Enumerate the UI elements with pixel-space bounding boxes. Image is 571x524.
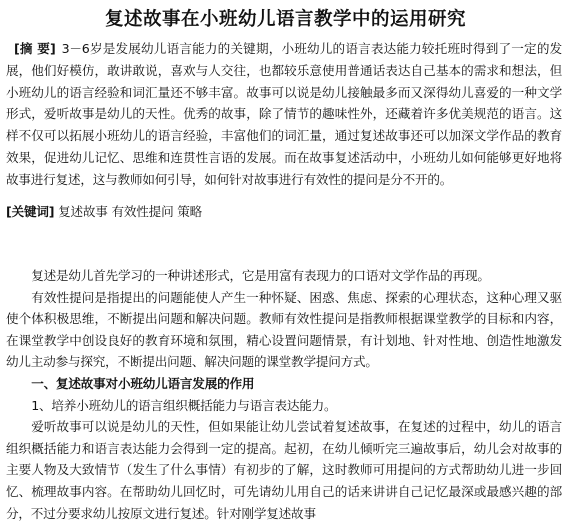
abstract-label: [摘 要] — [14, 41, 56, 56]
document-title: 复述故事在小班幼儿语言教学中的运用研究 — [104, 9, 466, 30]
paragraph-1: 复述是幼儿首先学习的一种讲述形式，它是用富有表现力的口语对文学作品的再现。 — [31, 268, 490, 283]
abstract-text: 3－6岁是发展幼儿语言能力的关键期，小班幼儿的语言表达能力较托班时得到了一定的发展，他们好模仿，敢讲敢说，喜欢与人交往，也都较乐意使用普通话表达自己基本的需求和想法，但小班幼儿的语言经验和词汇量还不够丰富。故事可以说是幼儿接触最多而又深得幼儿喜爱的一种文学形式，爱听故事是幼儿的天性。优秀的故事，除了情节的趣味性外，还藏着许多优美规范的语言。这样不仅可以拓展小班幼儿的语言经验，丰富他们的词汇量，通过复述故事还可以加深文学作品的教育效果，促进幼儿记忆、思维和连贯性言语的发展。而在故事复述活动中，小班幼儿如何能够更好地将故事进行复述，这与教师如何引导，如何针对故事进行有效性的提问是分不开的。 — [6, 41, 562, 187]
paragraph-2: 有效性提问是指提出的问题能使人产生一种怀疑、困惑、焦虑、探索的心理状态，这种心理又驱使个体积极思维，不断提出问题和解决问题。教师有效性提问是指教师根据课堂教学的目标和内容，在课堂教学中创设良好的教育环境和氛围，精心设置问题情景，有计划地、针对性地、创造性地激发幼儿主动参与探究，不断提出问题、解决问题的课堂教学提问方式。 — [6, 289, 562, 370]
keywords-block — [6, 202, 562, 222]
section-heading-1: 一、复述故事对小班幼儿语言发展的作用 — [31, 375, 255, 391]
abstract-block — [6, 38, 562, 191]
list-item-1: 1、培养小班幼儿的语言组织概括能力与语言表达能力。 — [31, 397, 337, 413]
body-text — [6, 265, 562, 524]
keywords-text: 复述故事 有效性提问 策略 — [58, 204, 203, 219]
paragraph-3: 爱听故事可以说是幼儿的天性，但如果能让幼儿尝试着复述故事，在复述的过程中，幼儿的语言组织概括能力和语言表达能力会得到一定的提高。起初，在幼儿倾听完三遍故事后，幼儿会对故事的主要人物及大致情节（发生了什么事情）有初步的了解，这时教师可用提问的方式帮助幼儿进一步回忆、梳理故事内容。在帮助幼儿回忆时，可先请幼儿用自己的话来讲讲自己记忆最深或最感兴趣的部分，不过分要求幼儿按原文进行复述。针对刚学复述故事 — [6, 419, 562, 521]
keywords-label: [关键词] — [6, 204, 55, 219]
